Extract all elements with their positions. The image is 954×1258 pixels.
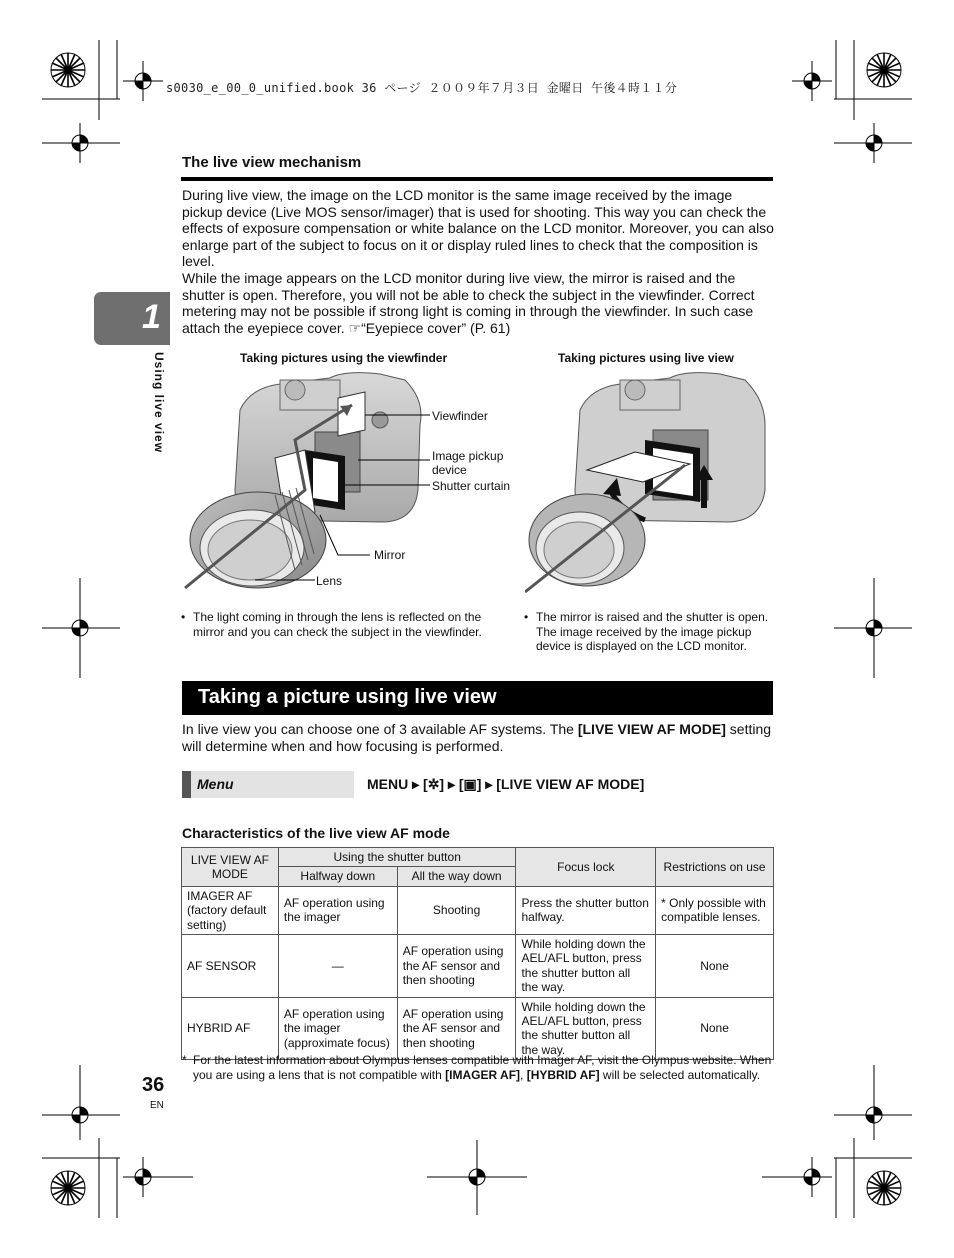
cell-restrictions: * Only possible with compatible lenses. <box>656 886 774 934</box>
figure-bullet-left <box>181 610 503 639</box>
menu-label: Menu <box>197 776 234 792</box>
figure-caption-viewfinder: Taking pictures using the viewfinder <box>240 351 448 365</box>
bullet-text: The light coming in through the lens is reflected on the mirror and you can check the subject in the viewfinder. <box>193 610 482 639</box>
footnote-pre: For the latest information about Olympus lenses compatible with Imager AF, visit the Olympus website. When you are using a lens that is not compatible with <box>193 1053 772 1082</box>
figure-bullet-right <box>524 610 776 654</box>
cell-all-way: AF operation using the AF sensor and then shooting <box>397 997 516 1060</box>
footnote <box>182 1053 774 1082</box>
cell-all-way: AF operation using the AF sensor and then shooting <box>397 935 516 998</box>
registration-burst-icon <box>51 53 85 87</box>
paragraph: During live view, the image on the LCD monitor is the same image received by the image pickup device (Live MOS sensor/imager) that is used for shooting. This way you can check the effects of exposure compensation or white balance on the LCD monitor. Moreover, you can also enlarge part of the subject to focus on it or display ruled lines to check that the composition is level. <box>182 187 774 270</box>
cell-restrictions: None <box>656 997 774 1060</box>
camera-liveview-illustration <box>525 370 775 600</box>
language-code: EN <box>150 1100 164 1111</box>
table-row <box>182 886 774 934</box>
footnote-star: * <box>182 1053 187 1067</box>
footnote-post: will be selected automatically. <box>599 1067 761 1082</box>
label-shutter-curtain: Shutter curtain <box>432 479 511 493</box>
bullet-dot: • <box>524 610 529 624</box>
menu-accent-bar <box>182 771 191 798</box>
intro-text <box>182 721 774 754</box>
cell-focus-lock: While holding down the AEL/AFL button, press the shutter button all the way. <box>516 997 656 1060</box>
cell-focus-lock: While holding down the AEL/AFL button, press the shutter button all the way. <box>516 935 656 998</box>
cell-focus-lock: Press the shutter button halfway. <box>516 886 656 934</box>
header-shutter-group: Using the shutter button <box>278 848 516 867</box>
bullet-dot: • <box>181 610 186 624</box>
cell-mode: HYBRID AF <box>182 997 279 1060</box>
header-all-way: All the way down <box>397 867 516 886</box>
label-lens: Lens <box>316 574 343 588</box>
intro-bold: [LIVE VIEW AF MODE] <box>577 721 726 737</box>
cell-halfway: AF operation using the imager <box>278 886 397 934</box>
intro-post: setting will determine when and how focusing is performed. <box>182 721 772 754</box>
cell-halfway: AF operation using the imager (approximate focus) <box>278 997 397 1060</box>
page-number: 36 <box>142 1074 165 1096</box>
header-mode: LIVE VIEW AF MODE <box>182 848 279 887</box>
figure-caption-liveview: Taking pictures using live view <box>558 351 734 365</box>
header-halfway: Halfway down <box>278 867 397 886</box>
table-row <box>182 935 774 998</box>
label-viewfinder: Viewfinder <box>432 409 488 423</box>
header-focus-lock: Focus lock <box>516 848 656 887</box>
section-title: The live view mechanism <box>182 154 362 171</box>
intro-pre: In live view you can choose one of 3 available AF systems. The <box>182 721 578 737</box>
cell-mode: AF SENSOR <box>182 935 279 998</box>
table-row <box>182 997 774 1060</box>
section-band-title: Taking a picture using live view <box>198 686 497 708</box>
label-mirror: Mirror <box>374 548 406 562</box>
footnote-bold-1: [IMAGER AF] <box>445 1067 521 1082</box>
paragraph: While the image appears on the LCD monitor during live view, the mirror is raised and the shutter is open. Therefore, you will not be able to check the subject in the viewfinder. Correct metering may not be possible if strong light is coming in through the viewfinder. In such case attach the eyepiece cover. ☞“Eyepiece cover” (P. 61) <box>182 269 755 336</box>
cell-restrictions: None <box>656 935 774 998</box>
bullet-text: The mirror is raised and the shutter is open. The image received by the image pickup device is displayed on the LCD monitor. <box>536 610 769 653</box>
cell-mode: IMAGER AF (factory default setting) <box>182 886 279 934</box>
chapter-side-label: Using live view <box>152 352 166 454</box>
section-rule <box>181 177 773 181</box>
menu-path: MENU ▸ [✲] ▸ [▣] ▸ [LIVE VIEW AF MODE] <box>367 776 645 792</box>
cell-halfway: — <box>278 935 397 998</box>
footnote-bold-2: [HYBRID AF] <box>526 1067 600 1082</box>
section-body <box>182 187 774 336</box>
footnote-mid: , <box>520 1067 527 1082</box>
table-title: Characteristics of the live view AF mode <box>182 825 450 841</box>
chapter-number: 1 <box>142 298 161 336</box>
label-image-pickup: Image pickup device <box>432 449 504 477</box>
af-mode-table <box>181 847 774 1060</box>
header-restrictions: Restrictions on use <box>656 848 774 887</box>
cell-all-way: Shooting <box>397 886 516 934</box>
print-file-header: s0030_e_00_0_unified.book 36 ページ ２００９年７月３日 金曜日 午後４時１１分 <box>166 81 678 95</box>
